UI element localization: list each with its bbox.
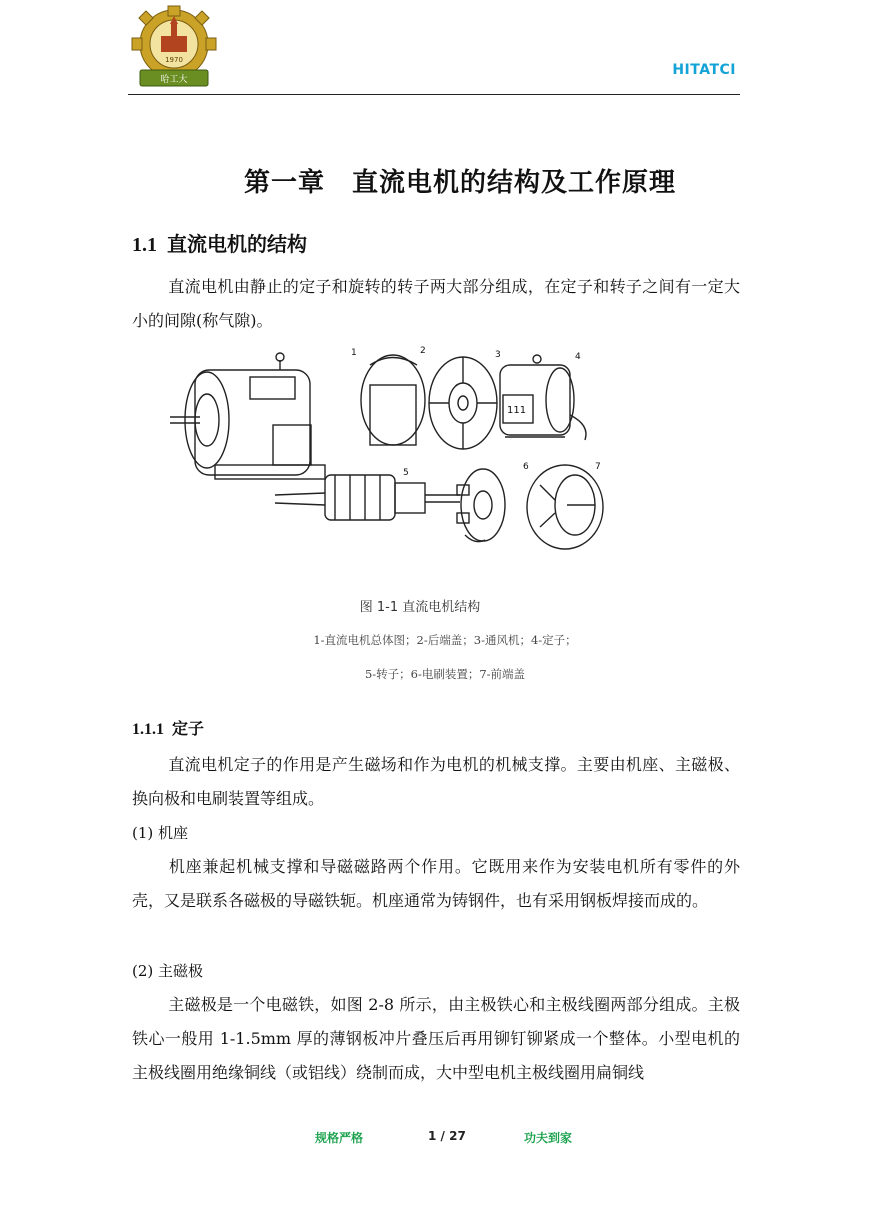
page-footer: [0, 1129, 869, 1149]
page-number: 1 / 27: [428, 1129, 466, 1143]
footer-motto-right: 功夫到家: [524, 1131, 573, 1145]
item-2-text: 主磁极是一个电磁铁，如图 2-8 所示，由主极铁心和主极线圈两部分组成。主极铁心一般用 1-1.5mm 厚的薄钢板冲片叠压后再用铆钉铆紧成一个整体。小型电机的主极线圈用绝缘铜线（或铝线）绕制而成，大中型电机主极线圈用扁铜线: [132, 995, 740, 1082]
logo-year: 1970: [165, 56, 183, 64]
part-label-1: 1: [351, 348, 357, 358]
part-label-2: 2: [420, 346, 426, 356]
assembled-motor-drawing: [170, 353, 325, 479]
stator-text: 直流电机定子的作用是产生磁场和作为电机的机械支撑。主要由机座、主磁极、换向极和电刷装置等组成。: [132, 755, 740, 808]
subsection-heading: [132, 716, 204, 739]
fan-drawing: [429, 357, 497, 449]
brand-name: HITATCI: [672, 62, 736, 78]
section-heading: [132, 228, 307, 257]
section-title: 直流电机的结构: [167, 232, 307, 256]
dc-motor-structure-figure: [165, 345, 605, 550]
rotor-drawing: [275, 475, 460, 520]
figure-legend-line-2: 5-转子；6-电刷装置；7-前端盖: [364, 667, 526, 681]
part-label-7: 7: [595, 462, 601, 472]
part-label-3: 3: [495, 350, 501, 360]
stator-paragraph: [132, 748, 740, 816]
chapter-title: 第一章 直流电机的结构及工作原理: [243, 168, 676, 198]
stator-drawing: [500, 355, 586, 440]
front-end-cover-drawing: [527, 465, 603, 549]
intro-paragraph: [132, 270, 740, 338]
brush-gear-drawing: [457, 469, 505, 542]
item-2-label: (2) 主磁极: [132, 962, 204, 980]
subsection-number: 1.1.1: [132, 721, 164, 738]
item-2-paragraph: [132, 988, 740, 1090]
part-label-6: 6: [523, 462, 529, 472]
item-1-paragraph: [132, 850, 740, 918]
page-header: [0, 0, 869, 100]
intro-text: 直流电机由静止的定子和旋转的转子两大部分组成，在定子和转子之间有一定大小的间隙(称气隙)。: [132, 277, 740, 330]
item-1-text: 机座兼起机械支撑和导磁磁路两个作用。它既用来作为安装电机所有零件的外壳，又是联系各磁极的导磁铁轭。机座通常为铸钢件，也有采用钢板焊接而成的。: [132, 857, 740, 910]
logo-text: 哈工大: [160, 75, 188, 85]
footer-motto-left: 规格严格: [315, 1131, 364, 1145]
part-label-4: 4: [575, 352, 581, 362]
university-logo: [128, 4, 220, 90]
figure-legend-line-1: 1-直流电机总体图；2-后端盖；3-通风机；4-定子；: [313, 633, 577, 647]
rear-end-cover-drawing: [361, 355, 425, 445]
figure-caption: 图 1-1 直流电机结构: [359, 600, 481, 615]
part-label-5: 5: [403, 468, 409, 478]
header-divider: [128, 94, 740, 95]
stator-mark: 111: [507, 405, 527, 416]
subsection-title: 定子: [172, 719, 205, 738]
section-number: 1.1: [132, 234, 157, 256]
item-1-label: (1) 机座: [132, 824, 189, 842]
